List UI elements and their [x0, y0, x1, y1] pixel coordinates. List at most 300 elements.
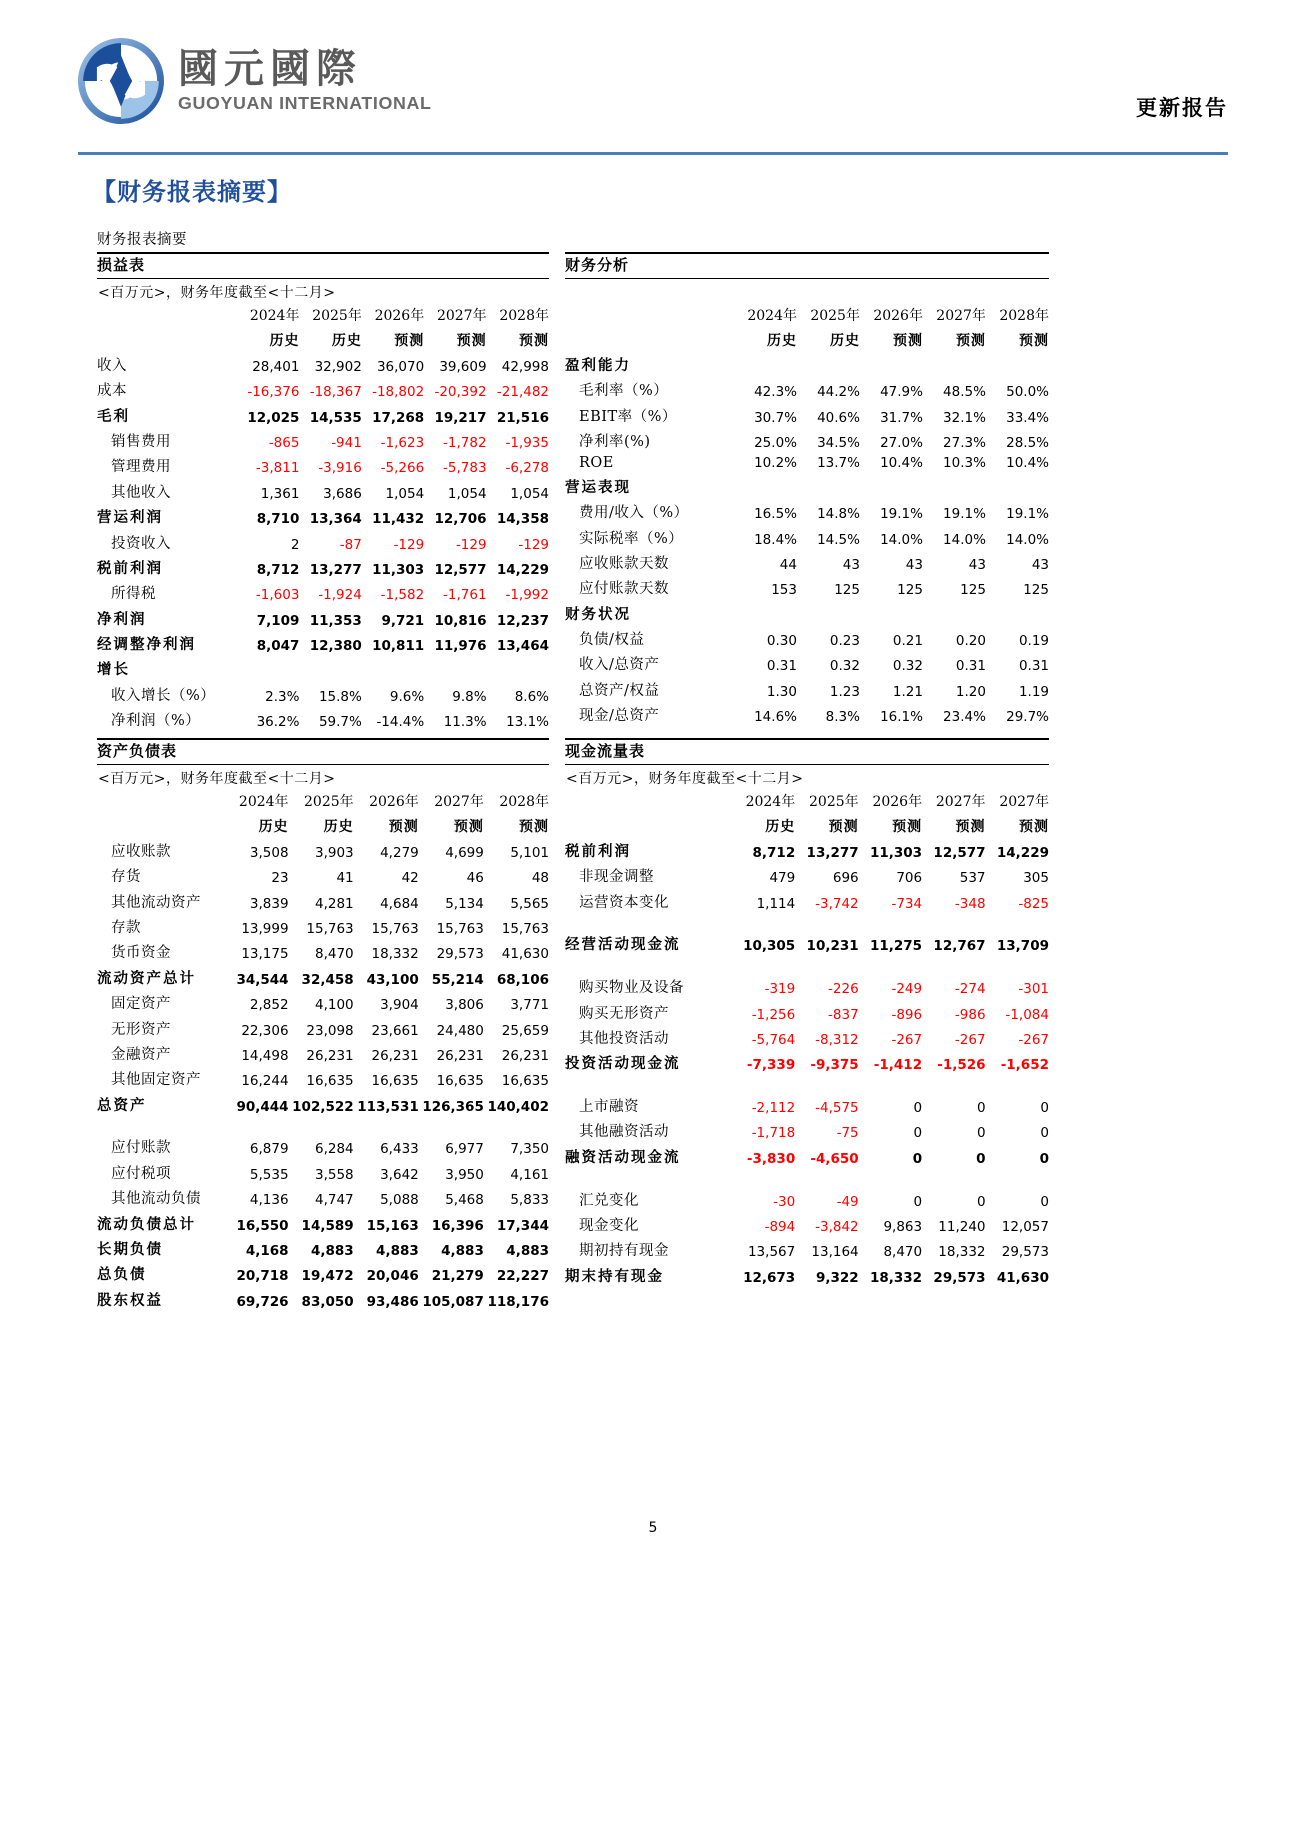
- col-year: 2027年: [434, 794, 484, 811]
- col-type: 历史: [331, 332, 362, 349]
- row-value: 6,284: [315, 1141, 354, 1158]
- cash-flow-block: [565, 738, 1049, 1288]
- table-row: [97, 1261, 549, 1286]
- row-value: 26,231: [501, 1047, 549, 1064]
- row-value: 36,070: [376, 358, 425, 375]
- row-value: -1,623: [380, 435, 425, 452]
- col-type: 预测: [456, 332, 487, 349]
- col-type: 预测: [394, 332, 425, 349]
- row-value: 25.0%: [754, 435, 797, 452]
- row-value: 706: [896, 870, 923, 887]
- row-value: 5,134: [445, 895, 484, 912]
- row-value: [986, 601, 1049, 626]
- row-value: 4,883: [376, 1242, 419, 1259]
- balance-sheet-block: [97, 738, 549, 1312]
- row-label: 毛利: [97, 407, 130, 425]
- table-row: [565, 474, 1049, 499]
- row-value: 10,231: [806, 938, 859, 955]
- col-type: 历史: [258, 818, 289, 835]
- row-label: 现金变化: [579, 1217, 639, 1234]
- row-value: 0.31: [766, 658, 797, 675]
- row-value: 29,573: [436, 946, 484, 963]
- row-value: 5,535: [249, 1166, 289, 1183]
- row-value: -894: [764, 1218, 796, 1235]
- row-value: 14.8%: [817, 506, 860, 523]
- row-value: 6,977: [445, 1141, 484, 1158]
- row-label: 总资产/权益: [579, 682, 660, 699]
- row-value: -49: [836, 1193, 859, 1210]
- row-value: 5,088: [380, 1192, 419, 1209]
- row-value: 1.30: [766, 683, 797, 700]
- row-value: -1,412: [873, 1057, 923, 1074]
- table-row: [97, 631, 549, 656]
- row-value: 59.7%: [318, 714, 362, 731]
- row-value: -274: [954, 981, 986, 998]
- table-row: [565, 1263, 1049, 1288]
- row-value: -7,339: [746, 1057, 796, 1074]
- table-row: [97, 555, 549, 580]
- row-value: 26,231: [436, 1047, 484, 1064]
- row-value: 14.0%: [943, 531, 986, 548]
- row-label: 所得税: [111, 586, 156, 603]
- row-value: 13,567: [747, 1244, 796, 1261]
- col-year: 2025年: [304, 794, 354, 811]
- table-row: [565, 377, 1049, 402]
- row-value: 43: [842, 556, 860, 573]
- row-value: 27.0%: [880, 435, 923, 452]
- row-value: 9,721: [381, 612, 425, 629]
- col-year: 2025年: [809, 794, 859, 811]
- row-label: 经调整净利润: [97, 636, 196, 654]
- row-value: 93,486: [366, 1293, 419, 1310]
- row-value: 10.4%: [880, 455, 923, 472]
- row-value: 3,904: [380, 997, 419, 1014]
- row-value: 47.9%: [880, 384, 923, 401]
- row-value: -825: [1018, 895, 1049, 912]
- row-value: 0: [913, 1100, 923, 1117]
- row-value: 19,217: [434, 409, 487, 426]
- table-row: [565, 999, 1049, 1024]
- row-value: 113,531: [357, 1098, 419, 1115]
- row-value: 42,998: [501, 358, 549, 375]
- row-value: 19,472: [301, 1268, 354, 1285]
- col-year: 2027年: [935, 794, 986, 811]
- row-value: 0.23: [829, 633, 860, 650]
- row-label: 汇兑变化: [579, 1192, 639, 1209]
- row-value: 23: [271, 870, 289, 887]
- row-value: 15,763: [371, 921, 419, 938]
- row-value: 0.32: [829, 658, 860, 675]
- row-value: 18.4%: [754, 531, 797, 548]
- table-row: [97, 1117, 549, 1134]
- table-row: [97, 939, 549, 964]
- row-value: 479: [769, 870, 796, 887]
- row-value: 20,718: [236, 1268, 289, 1285]
- table-row: [97, 990, 549, 1015]
- table-row: [565, 1118, 1049, 1143]
- row-value: 5,565: [510, 895, 549, 912]
- row-value: 41: [336, 870, 354, 887]
- row-value: 12,057: [1001, 1218, 1049, 1235]
- row-label: 税前利润: [565, 842, 631, 860]
- row-value: 13,164: [811, 1244, 859, 1261]
- row-value: 14,498: [241, 1047, 289, 1064]
- row-value: 16,635: [436, 1073, 484, 1090]
- row-value: 28.5%: [1006, 435, 1049, 452]
- row-label: 应收账款天数: [579, 555, 669, 572]
- row-value: 4,281: [315, 895, 354, 912]
- row-label: 营运表现: [565, 478, 631, 496]
- col-type: 预测: [828, 818, 859, 835]
- row-value: 41,630: [501, 946, 549, 963]
- table-row: [565, 1237, 1049, 1262]
- row-value: -16,376: [247, 384, 300, 401]
- row-value: 26,231: [371, 1047, 419, 1064]
- row-value: 13,464: [496, 638, 549, 655]
- row-value: 3,839: [249, 895, 289, 912]
- row-value: 118,176: [487, 1293, 549, 1310]
- table-row: [97, 1041, 549, 1066]
- row-value: 32.1%: [943, 409, 986, 426]
- row-value: [797, 352, 860, 377]
- row-value: 83,050: [301, 1293, 354, 1310]
- row-value: [299, 656, 361, 681]
- row-value: 9.8%: [452, 688, 487, 705]
- row-label: 收入/总资产: [579, 657, 660, 674]
- table-row: [97, 580, 549, 605]
- col-type: 历史: [829, 332, 860, 349]
- row-value: 11,303: [869, 844, 923, 861]
- row-label: 运营资本变化: [579, 894, 669, 911]
- row-value: 537: [959, 870, 986, 887]
- table-row: [565, 352, 1049, 377]
- row-value: 8,712: [256, 561, 300, 578]
- table-row: [565, 626, 1049, 651]
- col-year: 2026年: [369, 794, 419, 811]
- row-label: 总负债: [97, 1266, 147, 1284]
- row-value: [860, 474, 923, 499]
- row-value: 40.6%: [817, 409, 860, 426]
- row-value: 11,303: [372, 561, 425, 578]
- row-value: 1,361: [260, 485, 300, 502]
- row-value: 11,240: [938, 1218, 986, 1235]
- row-label: 净利润（%）: [111, 713, 201, 730]
- row-label: 应付账款天数: [579, 581, 669, 598]
- page-title: 【财务报表摘要】: [92, 177, 292, 206]
- row-value: -8,312: [815, 1031, 859, 1048]
- row-value: 126,365: [422, 1098, 484, 1115]
- row-value: 696: [832, 870, 859, 887]
- row-value: -3,916: [318, 460, 362, 477]
- row-value: 69,726: [236, 1293, 289, 1310]
- row-value: -14.4%: [376, 714, 425, 731]
- row-value: -1,718: [751, 1125, 796, 1142]
- row-value: 0: [1040, 1100, 1049, 1117]
- table-row: [565, 550, 1049, 575]
- balance_sheet-table: [97, 789, 549, 1312]
- row-value: 26,231: [306, 1047, 354, 1064]
- income-statement-block: [97, 252, 549, 732]
- page-number: 5: [648, 1520, 658, 1536]
- col-year: 2027年: [936, 308, 986, 325]
- table-row: [565, 651, 1049, 676]
- row-label: 存款: [111, 920, 141, 937]
- row-value: -267: [1018, 1031, 1049, 1048]
- col-type: 预测: [892, 818, 923, 835]
- row-label: 股东权益: [97, 1291, 163, 1309]
- row-value: 29.7%: [1006, 709, 1049, 726]
- income_statement-title: 损益表: [97, 252, 549, 279]
- row-value: 16,635: [306, 1073, 354, 1090]
- table-row: [97, 352, 549, 377]
- row-value: -3,742: [815, 895, 859, 912]
- row-value: -9,375: [810, 1057, 859, 1074]
- row-value: 21,279: [431, 1268, 484, 1285]
- row-label: 管理费用: [111, 459, 171, 476]
- row-value: 11,353: [309, 612, 362, 629]
- table-row: [97, 529, 549, 554]
- row-label: 现金/总资产: [579, 708, 660, 725]
- row-label: 无形资产: [111, 1021, 171, 1038]
- row-value: 10,816: [434, 612, 487, 629]
- table-row: [565, 931, 1049, 956]
- row-value: -5,764: [751, 1031, 796, 1048]
- row-value: 39,609: [439, 358, 487, 375]
- table-row: [97, 377, 549, 402]
- row-value: 10,811: [372, 638, 425, 655]
- row-value: 14.5%: [817, 531, 860, 548]
- row-label: 融资活动现金流: [565, 1148, 681, 1166]
- row-label: 应付税项: [111, 1165, 171, 1182]
- row-label: 货币资金: [111, 945, 171, 962]
- row-value: 0.31: [955, 658, 986, 675]
- row-value: -21,482: [496, 384, 549, 401]
- row-value: 0.20: [955, 633, 986, 650]
- row-value: 4,699: [445, 844, 484, 861]
- col-year: 2024年: [249, 308, 300, 325]
- row-value: -30: [773, 1193, 796, 1210]
- row-value: 23,661: [371, 1022, 419, 1039]
- row-value: 1,114: [756, 895, 796, 912]
- row-value: [734, 601, 797, 626]
- row-value: -1,084: [1005, 1006, 1049, 1023]
- row-value: 30.7%: [754, 409, 797, 426]
- row-value: 14,535: [309, 409, 362, 426]
- row-value: 15,763: [306, 921, 354, 938]
- row-value: 125: [897, 582, 923, 599]
- row-value: 4,136: [249, 1192, 289, 1209]
- row-value: 16,244: [241, 1073, 289, 1090]
- financial_analysis-header-types: [565, 327, 1049, 351]
- col-year: 2026年: [873, 308, 923, 325]
- row-value: 19.1%: [1006, 506, 1049, 523]
- row-label: 应付账款: [111, 1140, 171, 1157]
- row-value: 1.19: [1018, 683, 1049, 700]
- col-year: 2024年: [747, 308, 797, 325]
- row-value: [923, 352, 986, 377]
- row-value: [986, 352, 1049, 377]
- row-value: 43: [1031, 556, 1049, 573]
- col-type: 预测: [388, 818, 419, 835]
- row-value: -2,112: [751, 1100, 796, 1117]
- table-row: [97, 1134, 549, 1159]
- table-row: [97, 1210, 549, 1235]
- row-value: 13,277: [309, 561, 362, 578]
- row-value: 12,237: [496, 612, 549, 629]
- row-value: 21,516: [496, 409, 549, 426]
- row-value: 4,100: [315, 997, 354, 1014]
- row-value: 13,999: [241, 921, 289, 938]
- table-row: [97, 1287, 549, 1312]
- row-value: 16,635: [501, 1073, 549, 1090]
- income_statement-table: [97, 303, 549, 732]
- row-value: 10.2%: [754, 455, 797, 472]
- row-value: 3,806: [445, 997, 484, 1014]
- col-type: 预测: [1019, 818, 1049, 835]
- row-label: 其他固定资产: [111, 1072, 201, 1089]
- row-value: -1,992: [505, 587, 549, 604]
- row-value: [734, 474, 797, 499]
- row-value: -4,650: [810, 1150, 859, 1167]
- row-value: 0.19: [1018, 633, 1049, 650]
- row-value: 10,305: [743, 938, 796, 955]
- row-label: 销售费用: [111, 434, 171, 451]
- row-value: 0: [913, 1193, 923, 1210]
- table-row: [565, 1186, 1049, 1211]
- row-value: 55,214: [431, 971, 484, 988]
- row-value: 16.5%: [754, 506, 797, 523]
- table-row: [565, 1076, 1049, 1093]
- row-value: 43: [968, 556, 986, 573]
- row-value: -1,924: [318, 587, 362, 604]
- row-value: -301: [1018, 981, 1049, 998]
- row-value: -1,582: [380, 587, 425, 604]
- income_statement-header-years: [97, 303, 549, 327]
- table-row: [97, 1066, 549, 1091]
- row-value: -3,811: [255, 460, 300, 477]
- table-row: [565, 601, 1049, 626]
- balance_sheet-header-types: [97, 813, 549, 837]
- row-value: -1,652: [1000, 1057, 1049, 1074]
- row-value: 1.23: [829, 683, 860, 700]
- financial_analysis-unit: [565, 279, 1049, 303]
- col-year: 2028年: [999, 308, 1049, 325]
- col-year: 2026年: [872, 794, 923, 811]
- cash_flow-unit: <百万元>，财务年度截至<十二月>: [566, 771, 804, 787]
- row-value: 15,163: [366, 1217, 419, 1234]
- col-type: 预测: [519, 818, 549, 835]
- row-value: 14.6%: [754, 709, 797, 726]
- row-label: 应收账款: [111, 843, 171, 860]
- row-value: 44.2%: [817, 384, 860, 401]
- row-value: 17,344: [496, 1217, 549, 1234]
- table-row: [97, 453, 549, 478]
- table-row: [97, 656, 549, 681]
- row-value: [797, 474, 860, 499]
- table-row: [97, 965, 549, 990]
- row-value: -267: [954, 1031, 986, 1048]
- row-value: 19.1%: [880, 506, 923, 523]
- row-value: 1,054: [510, 485, 549, 502]
- col-type: 历史: [766, 332, 797, 349]
- col-type: 预测: [1019, 332, 1049, 349]
- table-row: [97, 838, 549, 863]
- row-label: 净利润: [97, 610, 147, 628]
- row-value: [734, 352, 797, 377]
- row-value: 16.1%: [880, 709, 923, 726]
- row-value: 0: [976, 1193, 986, 1210]
- row-label: 上市融资: [579, 1099, 639, 1116]
- row-value: -865: [268, 435, 300, 452]
- row-value: 0: [976, 1150, 986, 1167]
- income_statement-header-types: [97, 327, 549, 351]
- table-row: [565, 1093, 1049, 1118]
- row-label: 盈利能力: [565, 356, 631, 374]
- row-value: -1,256: [751, 1006, 796, 1023]
- row-label: 期末持有现金: [565, 1267, 664, 1285]
- row-value: 4,279: [380, 844, 419, 861]
- table-row: [97, 479, 549, 504]
- row-value: [487, 656, 549, 681]
- row-value: 11,976: [434, 638, 487, 655]
- table-row: [97, 707, 549, 732]
- row-value: 15,763: [501, 921, 549, 938]
- row-label: 营运利润: [97, 509, 163, 527]
- row-label: 期初持有现金: [579, 1243, 669, 1260]
- table-row: [97, 1092, 549, 1117]
- header-divider: [78, 152, 1228, 155]
- row-value: 13,709: [996, 938, 1049, 955]
- table-row: [565, 863, 1049, 888]
- row-value: 23,098: [306, 1022, 354, 1039]
- row-value: 3,642: [380, 1166, 419, 1183]
- row-value: 17,268: [372, 409, 425, 426]
- row-value: 8,470: [883, 1244, 923, 1261]
- table-row: [565, 838, 1049, 863]
- row-value: 7,109: [256, 612, 300, 629]
- row-value: 32,902: [314, 358, 362, 375]
- table-row: [565, 453, 1049, 473]
- row-value: -1,526: [937, 1057, 986, 1074]
- row-value: -837: [828, 1006, 859, 1023]
- row-value: 34.5%: [817, 435, 860, 452]
- table-row: [565, 499, 1049, 524]
- row-value: -226: [828, 981, 859, 998]
- col-year: 2024年: [238, 794, 289, 811]
- row-value: 1.21: [892, 683, 923, 700]
- row-value: 22,227: [496, 1268, 549, 1285]
- row-value: -18,367: [309, 384, 362, 401]
- row-value: -4,575: [815, 1100, 859, 1117]
- row-value: 0.30: [766, 633, 797, 650]
- row-value: 42.3%: [754, 384, 797, 401]
- row-value: 12,380: [309, 638, 362, 655]
- col-year: 2025年: [312, 308, 362, 325]
- row-value: 2,852: [249, 997, 289, 1014]
- table-row: [97, 428, 549, 453]
- row-value: 0.32: [892, 658, 923, 675]
- row-value: 4,168: [245, 1242, 289, 1259]
- row-value: 13,364: [309, 511, 362, 528]
- cash_flow-table: [565, 789, 1049, 1288]
- row-value: 4,883: [506, 1242, 549, 1259]
- row-label: 长期负债: [97, 1240, 163, 1258]
- row-label: 成本: [97, 383, 127, 400]
- row-label: 净利率(%): [579, 434, 651, 451]
- table-row: [565, 575, 1049, 600]
- row-value: 0: [1039, 1150, 1049, 1167]
- col-type: 预测: [453, 818, 484, 835]
